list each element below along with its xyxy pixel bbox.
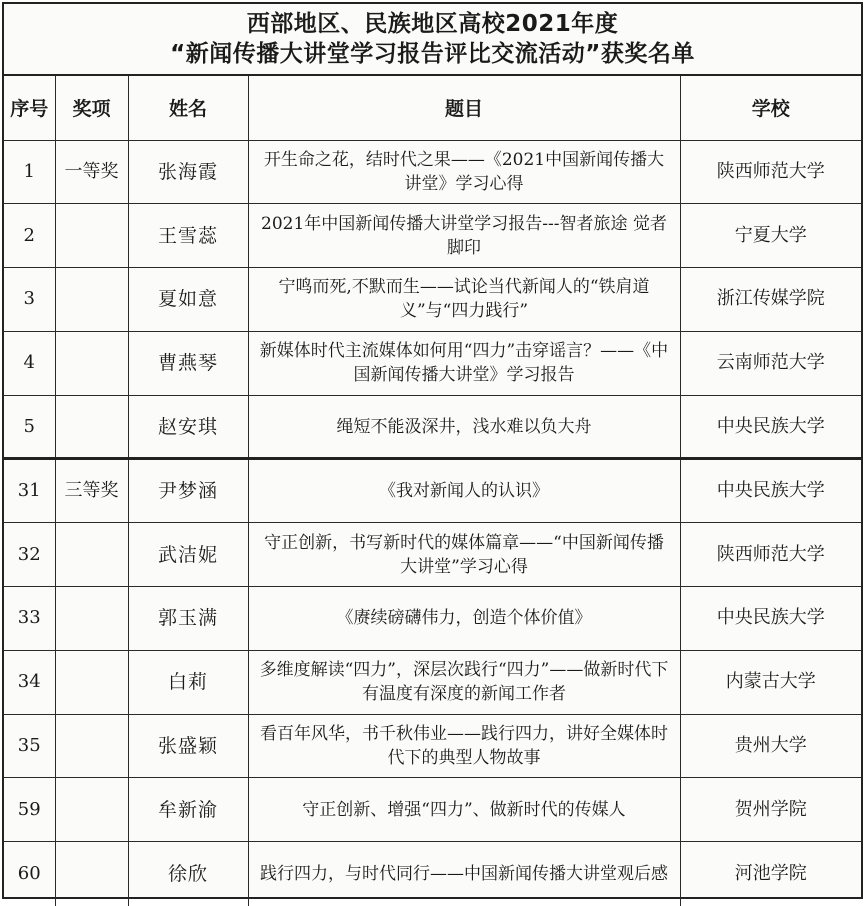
- cell-name: 赵安琪: [128, 395, 248, 459]
- table-row: [4, 650, 861, 714]
- cell-award: [55, 268, 128, 332]
- cell-seq: 5: [4, 395, 55, 459]
- cell-school: 云南师范大学: [680, 331, 861, 395]
- cell-school: 中央民族大学: [680, 587, 861, 651]
- cell-seq: 1: [4, 140, 55, 204]
- header-seq: 序号: [4, 76, 55, 140]
- cell-name: 尹梦涵: [128, 459, 248, 523]
- table-row: [4, 459, 861, 523]
- table-row: [4, 842, 861, 906]
- cell-seq: 3: [4, 268, 55, 332]
- table-row: [4, 140, 861, 204]
- cell-name: 张盛颖: [128, 714, 248, 778]
- cell-seq: 60: [4, 842, 55, 906]
- cell-school: 宁夏大学: [680, 204, 861, 268]
- cell-name: 徐欣: [128, 842, 248, 906]
- table-row: [4, 331, 861, 395]
- table-row: [4, 523, 861, 587]
- cell-name: 王雪蕊: [128, 204, 248, 268]
- table-row: [4, 204, 861, 268]
- cell-school: 贵州大学: [680, 714, 861, 778]
- cell-seq: 2: [4, 204, 55, 268]
- cell-topic: 《我对新闻人的认识》: [248, 459, 680, 523]
- cell-award: [55, 395, 128, 459]
- cell-award: [55, 842, 128, 906]
- cell-award: [55, 587, 128, 651]
- cell-name: 张海霞: [128, 140, 248, 204]
- cell-school: 中央民族大学: [680, 395, 861, 459]
- cell-topic: 看百年风华，书千秋伟业——践行四力，讲好全媒体时代下的典型人物故事: [248, 714, 680, 778]
- cell-award: 三等奖: [55, 459, 128, 523]
- table-header-row: [4, 76, 861, 140]
- header-topic: 题目: [248, 76, 680, 140]
- cell-topic: 守正创新、增强“四力”、做新时代的传媒人: [248, 778, 680, 842]
- table-row: [4, 778, 861, 842]
- cell-seq: 34: [4, 650, 55, 714]
- cell-name: 牟新渝: [128, 778, 248, 842]
- table-row: [4, 714, 861, 778]
- award-table: [4, 76, 861, 906]
- cell-school: 陕西师范大学: [680, 523, 861, 587]
- cell-award: [55, 650, 128, 714]
- cell-school: 中央民族大学: [680, 459, 861, 523]
- cell-topic: 宁鸣而死,不默而生——试论当代新闻人的“铁肩道义”与“四力践行”: [248, 268, 680, 332]
- cell-topic: 践行四力，与时代同行——中国新闻传播大讲堂观后感: [248, 842, 680, 906]
- cell-school: 贺州学院: [680, 778, 861, 842]
- cell-school: 浙江传媒学院: [680, 268, 861, 332]
- cell-school: 河池学院: [680, 842, 861, 906]
- cell-topic: 开生命之花，结时代之果——《2021中国新闻传播大讲堂》学习心得: [248, 140, 680, 204]
- cell-topic: 多维度解读“四力”，深层次践行“四力”——做新时代下有温度有深度的新闻工作者: [248, 650, 680, 714]
- cell-seq: 35: [4, 714, 55, 778]
- cell-award: [55, 714, 128, 778]
- header-name: 姓名: [128, 76, 248, 140]
- cell-name: 郭玉满: [128, 587, 248, 651]
- cell-topic: 绳短不能汲深井，浅水难以负大舟: [248, 395, 680, 459]
- cell-name: 白莉: [128, 650, 248, 714]
- table-row: [4, 268, 861, 332]
- table-row: [4, 395, 861, 459]
- cell-seq: 33: [4, 587, 55, 651]
- cell-award: 一等奖: [55, 140, 128, 204]
- cell-topic: 新媒体时代主流媒体如何用“四力”击穿谣言？——《中国新闻传播大讲堂》学习报告: [248, 331, 680, 395]
- cell-name: 曹燕琴: [128, 331, 248, 395]
- cell-seq: 59: [4, 778, 55, 842]
- cell-topic: 守正创新，书写新时代的媒体篇章——“中国新闻传播大讲堂”学习心得: [248, 523, 680, 587]
- document-title: [4, 4, 861, 76]
- header-award: 奖项: [55, 76, 128, 140]
- header-school: 学校: [680, 76, 861, 140]
- table-body: [4, 140, 861, 906]
- cell-seq: 32: [4, 523, 55, 587]
- cell-award: [55, 204, 128, 268]
- cell-school: 陕西师范大学: [680, 140, 861, 204]
- title-line-2: “新闻传播大讲堂学习报告评比交流活动”获奖名单: [170, 41, 695, 67]
- cell-seq: 31: [4, 459, 55, 523]
- cell-school: 内蒙古大学: [680, 650, 861, 714]
- cell-award: [55, 331, 128, 395]
- cell-name: 夏如意: [128, 268, 248, 332]
- cell-name: 武洁妮: [128, 523, 248, 587]
- cell-topic: 《赓续磅礴伟力，创造个体价值》: [248, 587, 680, 651]
- cell-award: [55, 778, 128, 842]
- cell-seq: 4: [4, 331, 55, 395]
- cell-award: [55, 523, 128, 587]
- cell-topic: 2021年中国新闻传播大讲堂学习报告---智者旅途 觉者脚印: [248, 204, 680, 268]
- title-line-1: 西部地区、民族地区高校2021年度: [246, 11, 619, 37]
- table-row: [4, 587, 861, 651]
- award-list-document: [2, 2, 863, 899]
